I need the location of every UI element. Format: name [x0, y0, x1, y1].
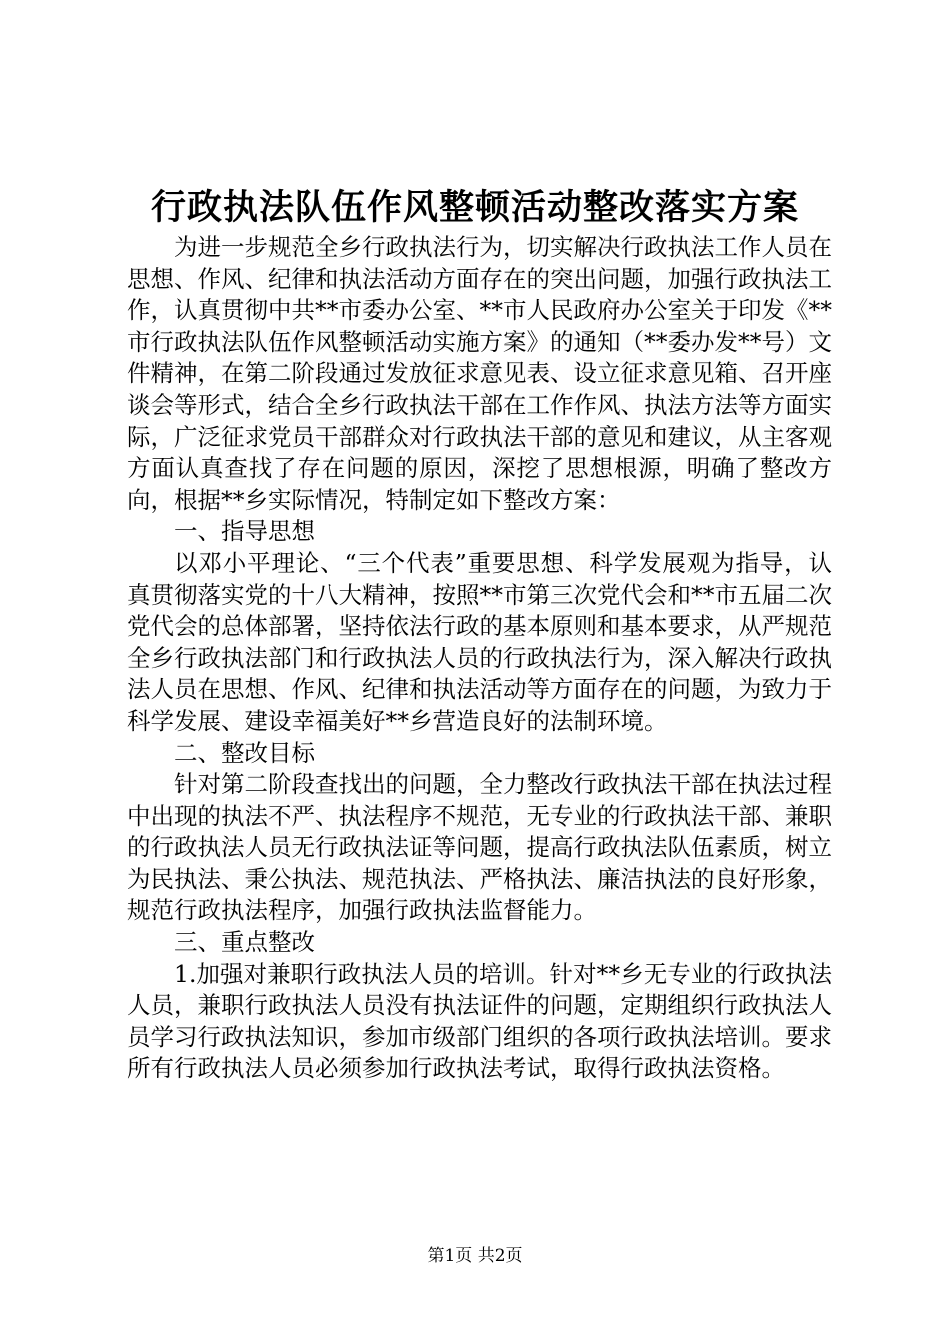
- section-heading-key-rectification: 三、重点整改: [174, 928, 315, 957]
- section-heading-guiding-thought: 一、指导思想: [174, 517, 315, 546]
- section-paragraph-rectification-goals: 针对第二阶段查找出的问题，全力整改行政执法干部在执法过程中出现的执法不严、执法程序不规范，无专业的行政执法干部、兼职的行政执法人员无行政执法证等问题，提高行政执法队伍素质，树立为民执法、秉公执法、规范执法、严格执法、廉洁执法的良好形象，规范行政执法程序，加强行政执法监督能力。: [127, 770, 832, 925]
- page-footer: 第1页 共2页: [427, 1246, 523, 1266]
- section-paragraph-guiding-thought: 以邓小平理论、“三个代表”重要思想、科学发展观为指导，认真贯彻落实党的十八大精神，按照**市第三次党代会和**市五届二次党代会的总体部署，坚持依法行政的基本原则和基本要求，从严规范全乡行政执法部门和行政执法人员的行政执法行为，深入解决行政执法人员在思想、作风、纪律和执法活动等方面存在的问题，为致力于科学发展、建设幸福美好**乡营造良好的法制环境。: [127, 548, 832, 735]
- intro-paragraph: 为进一步规范全乡行政执法行为，切实解决行政执法工作人员在思想、作风、纪律和执法活动方面存在的突出问题，加强行政执法工作，认真贯彻中共**市委办公室、**市人民政府办公室关于印发《**市行政执法队伍作风整顿活动实施方案》的通知（**委办发**号）文件精神，在第二阶段通过发放征求意见表、设立征求意见箱、召开座谈会等形式，结合全乡行政执法干部在工作作风、执法方法等方面实际，广泛征求党员干部群众对行政执法干部的意见和建议，从主客观方面认真查找了存在问题的原因，深挖了思想根源，明确了整改方向，根据**乡实际情况，特制定如下整改方案：: [127, 233, 832, 514]
- document-title: 行政执法队伍作风整顿活动整改落实方案: [150, 187, 799, 228]
- document-body: [127, 232, 832, 1085]
- section-heading-rectification-goals: 二、整改目标: [174, 738, 315, 767]
- section-paragraph-key-rectification: 1.加强对兼职行政执法人员的培训。针对**乡无专业的行政执法人员，兼职行政执法人员没有执法证件的问题，定期组织行政执法人员学习行政执法知识，参加市级部门组织的各项行政执法培训。要求所有行政执法人员必须参加行政执法考试，取得行政执法资格。: [127, 959, 832, 1083]
